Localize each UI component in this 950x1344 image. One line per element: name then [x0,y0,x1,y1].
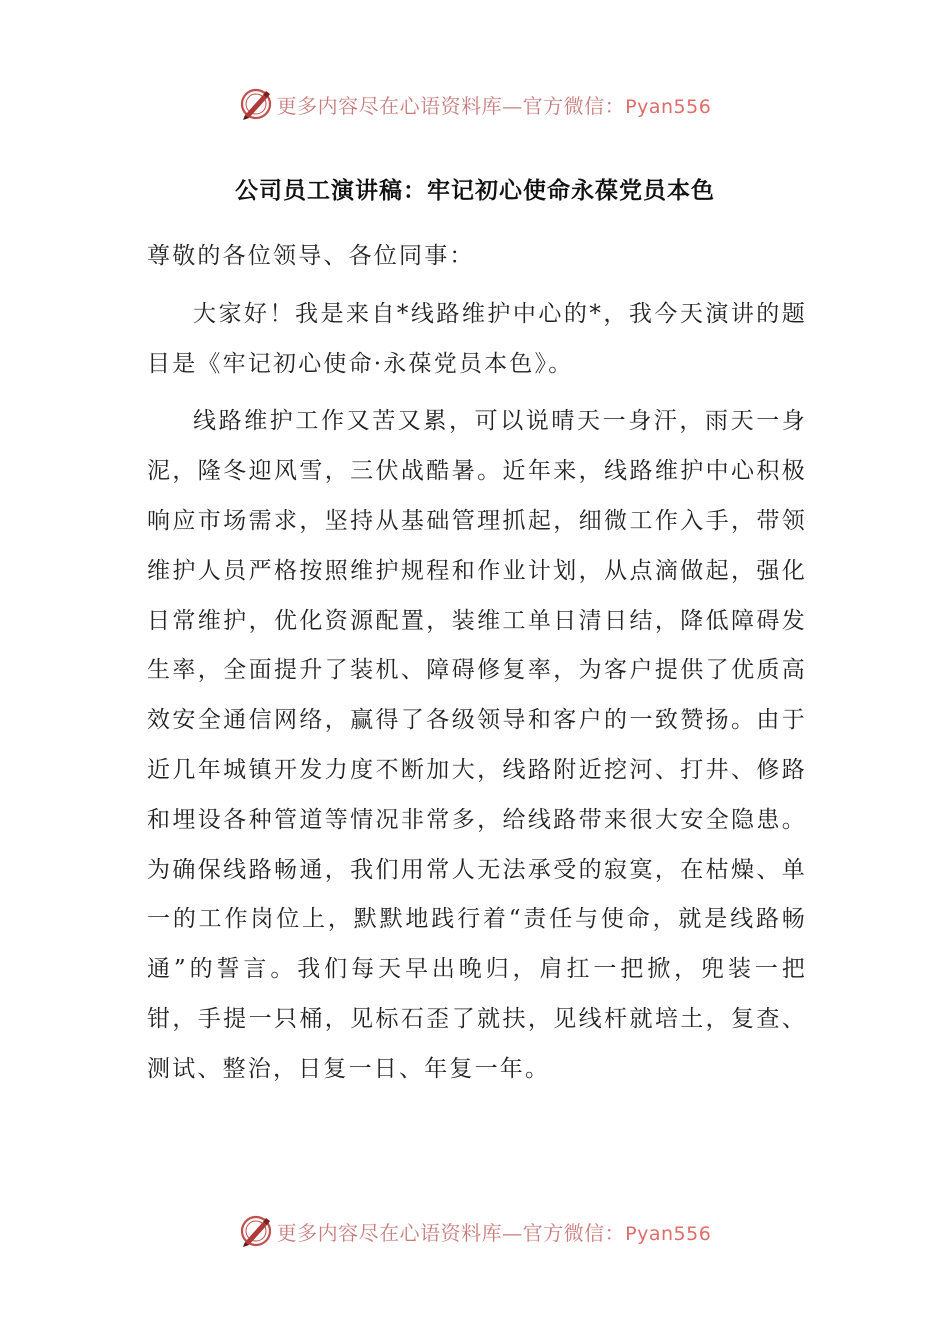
header-banner [0,84,950,124]
banner-text [277,90,712,119]
banner-text [277,1217,712,1246]
banner-wechat-id: Pyan556 [625,1222,712,1245]
paragraph-intro: 大家好！我是来自*线路维护中心的*，我今天演讲的题目是《牢记初心使命·永葆党员本色》。 [147,300,807,377]
document-title: 公司员工演讲稿：牢记初心使命永葆党员本色 [235,177,715,204]
document-body [147,232,807,1103]
salutation: 尊敬的各位领导、各位同事： [147,243,475,269]
pen-stamp-icon [239,87,273,121]
banner-slogan: 更多内容尽在心语资料库—官方微信： [276,93,626,118]
pen-stamp-icon [239,1214,273,1248]
footer-banner [0,1211,950,1251]
banner-slogan: 更多内容尽在心语资料库—官方微信： [276,1220,626,1245]
paragraph-main: 线路维护工作又苦又累，可以说晴天一身汗，雨天一身泥，隆冬迎风雪，三伏战酷暑。近年来，线路维护中心积极响应市场需求，坚持从基础管理抓起，细微工作入手，带领维护人员严格按照维护规程和作业计划，从点滴做起，强化日常维护，优化资源配置，装维工单日清日结，降低障碍发生率，全面提升了装机、障碍修复率，为客户提供了优质高效安全通信网络，赢得了各级领导和客户的一致赞扬。由于近几年城镇开发力度不断加大，线路附近挖河、打井、修路和埋设各种管道等情况非常多，给线路带来很大安全隐患。为确保线路畅通，我们用常人无法承受的寂寞，在枯燥、单一的工作岗位上，默默地践行着“责任与使命，就是线路畅通”的誓言。我们每天早出晚归，肩扛一把掀，兜装一把钳，手提一只桶，见标石歪了就扶，见线杆就培土，复查、测试、整治，日复一日、年复一年。 [147,408,807,1082]
banner-wechat-id: Pyan556 [625,95,712,118]
